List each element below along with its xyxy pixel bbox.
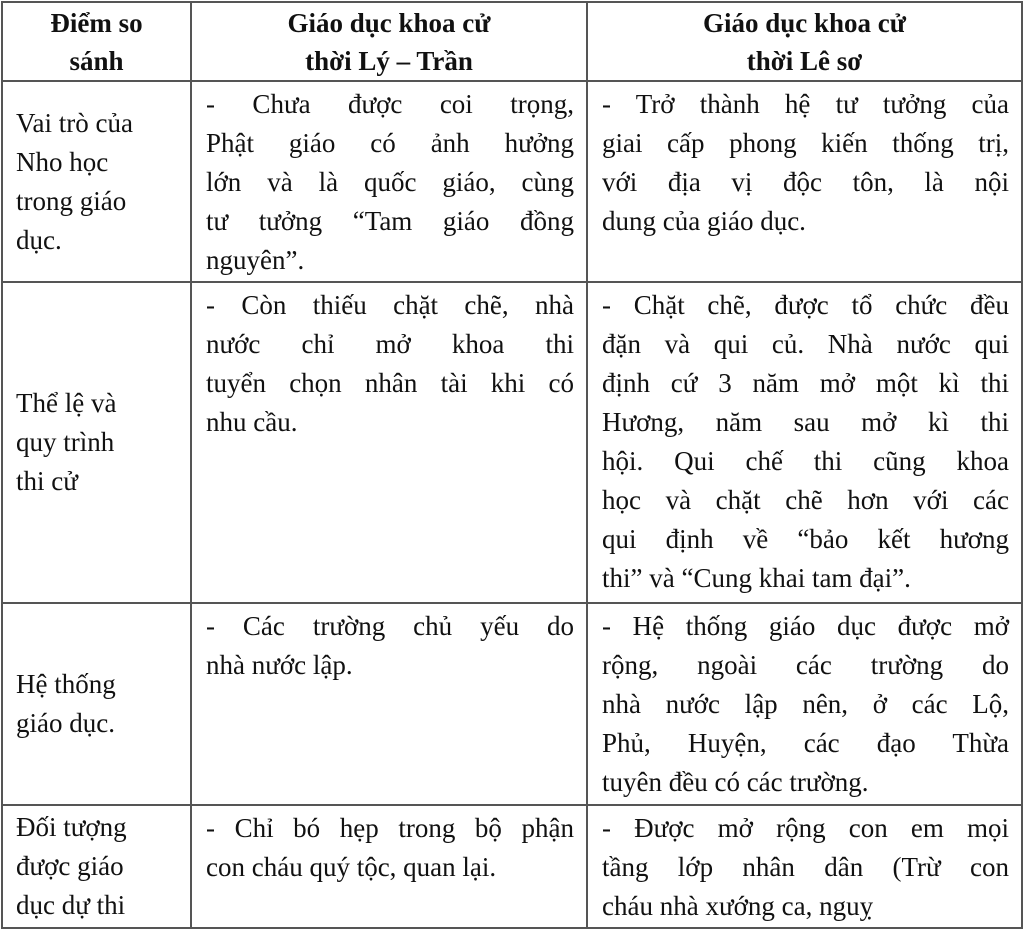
text-line: - Chưa được coi trọng,: [206, 89, 574, 119]
le-so-cell: [587, 81, 1022, 282]
header-criteria: [2, 2, 191, 81]
text-line: con cháu quý tộc, quan lại.: [206, 852, 497, 882]
ly-tran-cell: [191, 81, 587, 282]
text-line: - Được mở rộng con em mọi: [602, 813, 1009, 843]
text-line: Nho học: [16, 146, 109, 177]
header-le-so: [587, 2, 1022, 81]
table-row: [2, 282, 1022, 603]
table-row: [2, 805, 1022, 928]
text-line: - Chặt chẽ, được tổ chức đều: [602, 290, 1009, 320]
text-line: định cứ 3 năm mở một kì thi: [602, 368, 1009, 398]
text-line: qui định về “bảo kết hương: [602, 524, 1009, 554]
table-row: [2, 603, 1022, 805]
header-ly-tran: [191, 2, 587, 81]
text-line: giai cấp phong kiến thống trị,: [602, 128, 1009, 158]
text-line: tư tưởng “Tam giáo đồng: [206, 206, 574, 236]
text-line: Điểm so: [50, 7, 143, 38]
text-line: hội. Qui chế thi cũng khoa: [602, 446, 1009, 476]
comparison-table: [1, 1, 1023, 929]
text-line: nguyên”.: [206, 245, 305, 275]
text-line: dung của giáo dục.: [602, 206, 806, 236]
text-line: - Hệ thống giáo dục được mở: [602, 611, 1009, 641]
text-line: tuyên đều có các trường.: [602, 767, 869, 797]
row-label: [2, 805, 191, 928]
le-so-cell: [587, 603, 1022, 805]
text-line: quy trình: [16, 427, 115, 457]
le-so-cell: [587, 282, 1022, 603]
text-line: dục dự thi: [16, 890, 126, 920]
text-line: đặn và qui củ. Nhà nước qui: [602, 329, 1009, 359]
text-line: tầng lớp nhân dân (Trừ con: [602, 852, 1009, 882]
ly-tran-cell: [191, 805, 587, 928]
text-line: được giáo: [16, 851, 124, 881]
text-line: Giáo dục khoa cử: [703, 7, 906, 38]
text-line: Đối tượng: [16, 812, 127, 842]
text-line: - Các trường chủ yếu do: [206, 611, 574, 641]
le-so-cell: [587, 805, 1022, 928]
text-line: thời Lý – Trần: [305, 45, 473, 76]
text-line: Phủ, Huyện, các đạo Thừa: [602, 728, 1009, 758]
text-line: cháu nhà xướng ca, nguỵ: [602, 891, 874, 921]
table-row: [2, 81, 1022, 282]
row-label: [2, 282, 191, 603]
text-line: rộng, ngoài các trường do: [602, 650, 1009, 680]
text-line: trong giáo: [16, 185, 127, 216]
text-line: học và chặt chẽ hơn với các: [602, 485, 1009, 515]
ly-tran-cell: [191, 603, 587, 805]
text-line: thời Lê sơ: [746, 45, 863, 76]
text-line: - Chỉ bó hẹp trong bộ phận: [206, 813, 574, 843]
text-line: - Trở thành hệ tư tưởng của: [602, 89, 1009, 119]
text-line: Hương, năm sau mở kì thi: [602, 407, 1009, 437]
text-line: lớn và là quốc giáo, cùng: [206, 167, 574, 197]
row-label: [2, 603, 191, 805]
text-line: sánh: [69, 45, 124, 76]
row-label: [2, 81, 191, 282]
text-line: Giáo dục khoa cử: [287, 7, 491, 38]
text-line: - Còn thiếu chặt chẽ, nhà: [206, 290, 574, 320]
text-line: thi” và “Cung khai tam đại”.: [602, 563, 911, 593]
text-line: nhà nước lập.: [206, 650, 353, 680]
text-line: giáo dục.: [16, 708, 115, 738]
text-line: Phật giáo có ảnh hưởng: [206, 128, 574, 158]
text-line: dục.: [16, 224, 62, 255]
text-line: thi cử: [16, 466, 78, 496]
header-row: [2, 2, 1022, 81]
text-line: Vai trò của: [16, 107, 133, 138]
text-line: nước chỉ mở khoa thi: [206, 329, 574, 359]
text-line: nhu cầu.: [206, 407, 298, 437]
text-line: với địa vị độc tôn, là nội: [602, 167, 1009, 197]
text-line: nhà nước lập nên, ở các Lộ,: [602, 689, 1009, 719]
text-line: tuyển chọn nhân tài khi có: [206, 368, 574, 398]
text-line: Hệ thống: [16, 669, 116, 699]
ly-tran-cell: [191, 282, 587, 603]
text-line: Thể lệ và: [16, 388, 117, 418]
